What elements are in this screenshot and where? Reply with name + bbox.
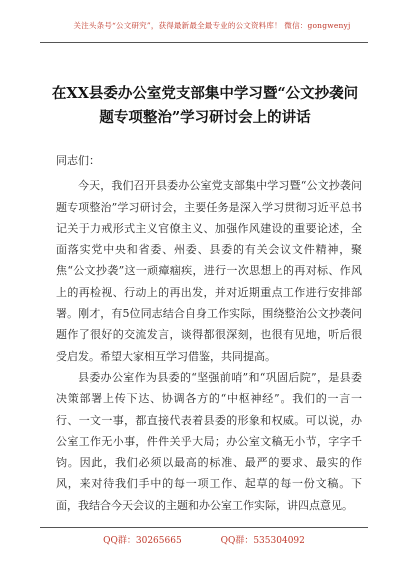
footer — [0, 533, 408, 546]
salutation: 同志们： — [56, 154, 100, 167]
title-line-1: 在XX县委办公室党支部集中学习暨“公文抄袭问 — [51, 85, 359, 102]
title-line-2: 题专项整治”学习研讨会上的讲话 — [99, 109, 311, 126]
paragraph-1: 今天，我们召开县委办公室党支部集中学习暨“公文抄袭问题专项整治”学习研讨会，主要任务是深入学习贯彻习近平总书记关于力戒形式主义官僚主义、加强作风建设的重要论述，全面落实党中央和省委、州委、县委的有关会议文件精神，聚焦“公文抄袭”这一顽瘴痼疾，进行一次思想上的再对标、作风上的再检视、行动上的再出发，并对近期重点工作进行安排部署。刚才，有5位同志结合自身工作实际，围绕整治公文抄袭问题作了很好的交流发言，谈得都很深刻，也很有见地，听后很受启发。希望大家相互学习借鉴，共同提高。 — [56, 179, 362, 363]
footer-qq-group-2: QQ群：535304092 — [220, 536, 305, 546]
header-divider — [40, 42, 368, 43]
header-banner: 关注头条号“公文研究”，获得最新最全最专业的公文资料库！ 微信：gongwenyj — [73, 21, 351, 30]
footer-qq-group-1: QQ群：30265665 — [103, 536, 182, 546]
footer-divider — [40, 527, 368, 528]
document-title — [50, 82, 360, 130]
paragraph-2: 县委办公室作为县委的“坚强前哨”和“巩固后院”，是县委决策部署上传下达、协调各方的“中枢神经”。我们的一言一行、一文一事，都直接代表着县委的形象和权威。可以说，办公室工作无小事，件件关乎大局；办公室文稿无小节，字字千钧。因此，我们必须以最高的标准、最严的要求、最实的作风，来对待我们手中的每一项工作、起草的每一份文稿。下面，我结合今天会议的主题和办公室工作实际，讲四点意见。 — [56, 370, 362, 512]
document-body — [56, 150, 362, 516]
